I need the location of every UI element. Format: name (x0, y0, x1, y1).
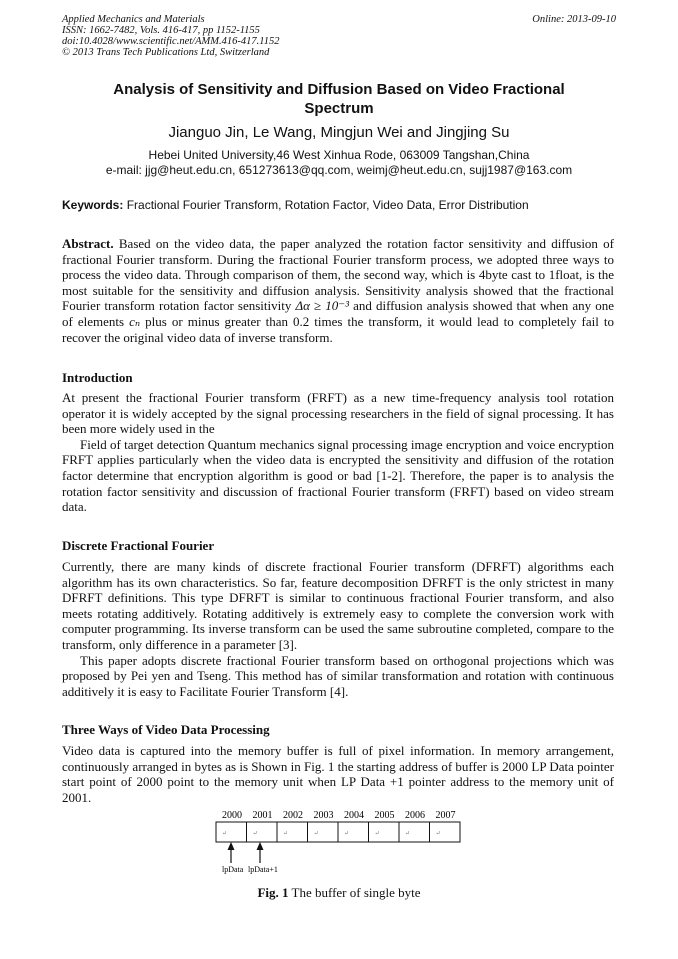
pointer-label-1: lpData (222, 865, 244, 874)
keywords (62, 198, 616, 213)
paper-title (62, 80, 616, 118)
intro-heading: Introduction (62, 370, 133, 385)
buffer-cell (277, 822, 308, 842)
pointer-label-2: lpData+1 (248, 865, 278, 874)
cell-mark: ↵ (435, 831, 441, 837)
figure-caption-label: Fig. 1 (257, 885, 289, 900)
cell-mark: ↵ (344, 831, 350, 837)
buffer-cell (399, 822, 430, 842)
buffer-cell (247, 822, 278, 842)
three-ways-paragraph-1: Video data is captured into the memory buffer is full of pixel information. In memory arrangement, continuously arranged in bytes as is Shown in Fig. 1 the starting address of buffer is 2000 LP Data pointer start point of 2000 point to the memory unit when LP Data +1 pointer address to the memory unit of 2001. (62, 743, 614, 805)
three-ways-heading: Three Ways of Video Data Processing (62, 722, 270, 737)
journal-name: Applied Mechanics and Materials (62, 14, 205, 25)
affiliation: Hebei United University,46 West Xinhua Rode, 063009 Tangshan,China (148, 148, 530, 162)
keywords-label: Keywords: (62, 198, 124, 212)
abstract-part-1: Based on the video data, the paper analyzed the rotation factor sensitivity and diffusion of fractional Fourier transform. During the fractional Fourier transform process, we adopted three ways to process the video data. Through comparison of them, the second way, which is 4byte cast to 1float, is the most suitable for the sensitivity and diffusion analysis. Sensitivity analysis showed that the fractional Fourier transform rotation factor sensitivity (62, 236, 615, 314)
address-label: 2001 (252, 810, 273, 821)
address-label: 2005 (374, 810, 395, 821)
dfrft-paragraph-2: This paper adopts discrete fractional Fourier transform based on orthogonal projections which was proposed by Pei yen and Tseng. This method has of similar transformation and rotation with continuous additively it is easy to Facilitate Fourier Transform [4]. (62, 652, 614, 699)
figure-caption-text: The buffer of single byte (291, 885, 421, 900)
keywords-text: Fractional Fourier Transform, Rotation Factor, Video Data, Error Distribution (126, 198, 529, 212)
cell-mark: ↵ (252, 831, 258, 837)
address-label: 2006 (405, 810, 425, 821)
dfrft-paragraph-1: Currently, there are many kinds of discrete fractional Fourier transform (DFRFT) algorithms each algorithm has its own characteristics. So far, feature decomposition DFRFT is the only strictest in many DFRFT definitions. This type DFRFT is similar to continuous fractional Fourier transform, and also meets rotating additively. Rotating additively is extremely easy to complete the conversion work with computer programming. Its inverse transform can be used the same subroutine completed, compare to the transform, only difference in a parameter [3]. (62, 559, 614, 652)
dfrft-heading: Discrete Fractional Fourier (62, 538, 215, 553)
sensitivity-formula: Δα ≥ 10⁻³ (295, 298, 349, 314)
intro-body (62, 390, 614, 515)
cell-mark: ↵ (313, 831, 319, 837)
cell-mark: ↵ (374, 831, 380, 837)
emails: e-mail: jjg@heut.edu.cn, 651273613@qq.com, weimj@heut.edu.cn, sujj1987@163.com (105, 163, 573, 177)
address-label: 2004 (344, 810, 364, 821)
journal-header (62, 14, 616, 58)
issn-line: ISSN: 1662-7482, Vols. 416-417, pp 1152-1155 (62, 25, 260, 36)
title-line-2: Spectrum (304, 100, 374, 117)
authors: Jianguo Jin, Le Wang, Mingjun Wei and Jingjing Su (168, 124, 510, 141)
buffer-cell (308, 822, 339, 842)
buffer-cell (430, 822, 461, 842)
intro-paragraph-1: At present the fractional Fourier transform (FRFT) as a new time-frequency analysis tool rotation operator it is widely accepted by the signal processing researchers in the field of signal processing. It has been more widely used in the (62, 390, 614, 437)
intro-paragraph-2: Field of target detection Quantum mechanics signal processing image encryption and voice encryption FRFT applies particularly when the video data is encrypted the sensitivity and diffusion of the rotation factor determine that encryption algorithm is good or bad [1-2]. Therefore, the paper is to analysis the rotation factor sensitivity and discussion of fractional Fourier transform (FRFT) based on video stream data. (62, 436, 614, 515)
cell-mark: ↵ (283, 831, 289, 837)
buffer-cell (369, 822, 400, 842)
abstract (62, 236, 614, 345)
element-symbol: cₙ (129, 313, 141, 329)
abstract-part-3: plus or minus greater than 0.2 times the transform, it would lead to completely fail to recover the original video data of inverse transform. (62, 313, 615, 345)
copyright-line: © 2013 Trans Tech Publications Ltd, Switzerland (62, 47, 270, 58)
doi-line: doi:10.4028/www.scientific.net/AMM.416-417.1152 (62, 36, 280, 47)
title-line-1: Analysis of Sensitivity and Diffusion Based on Video Fractional (113, 81, 565, 98)
buffer-figure (215, 808, 475, 878)
cell-mark: ↵ (222, 831, 228, 837)
buffer-cell (338, 822, 369, 842)
buffer-cell (216, 822, 247, 842)
dfrft-body (62, 559, 614, 699)
address-label: 2002 (283, 810, 303, 821)
pointer-arrowhead-1 (228, 842, 235, 850)
three-ways-body (62, 743, 614, 805)
abstract-part-2: and diffusion analysis showed that when any one of elements (62, 298, 614, 329)
online-date: Online: 2013-09-10 (532, 14, 616, 25)
abstract-label: Abstract. (62, 236, 114, 251)
pointer-arrowhead-2 (257, 842, 264, 850)
address-label: 2000 (222, 810, 242, 821)
address-label: 2003 (313, 810, 334, 821)
figure-caption (62, 885, 616, 901)
cell-mark: ↵ (405, 831, 411, 837)
affiliation-block (62, 148, 616, 178)
address-label: 2007 (435, 810, 456, 821)
buffer-diagram (215, 808, 475, 878)
